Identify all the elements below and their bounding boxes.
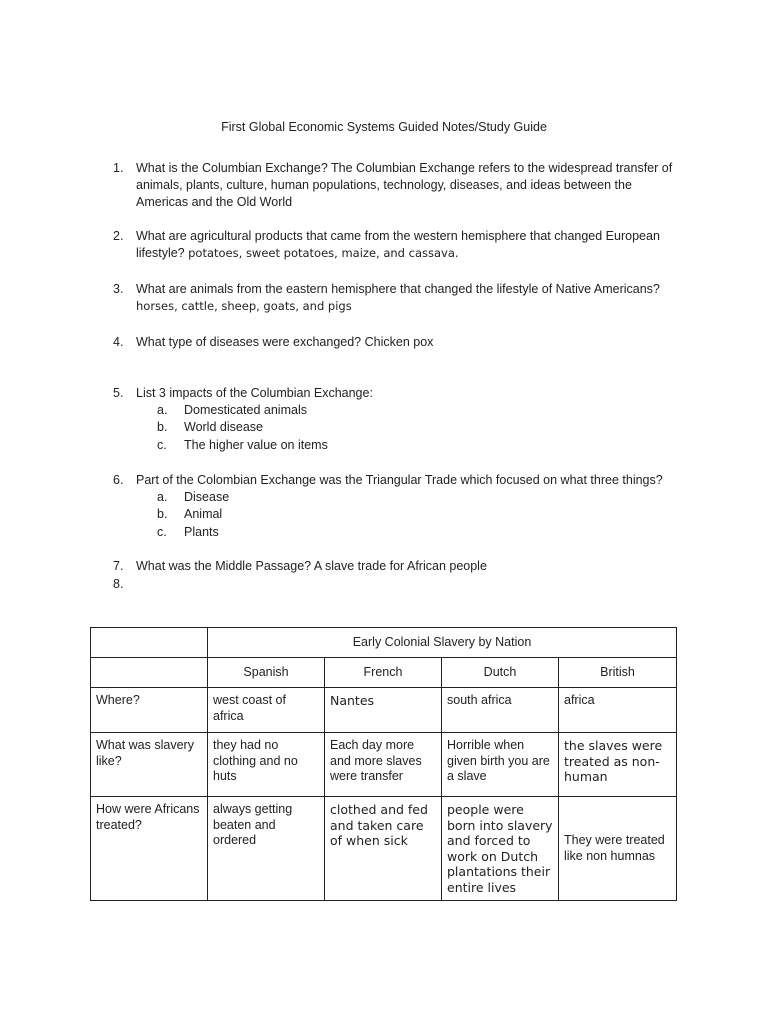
column-header-british: British [559,658,677,688]
answer-text: potatoes, sweet potatoes, maize, and cassava. [188,246,459,260]
table-cell: south africa [442,688,559,733]
table-cell: always getting beaten and ordered [208,797,325,901]
row-label: Where? [91,688,208,733]
list-text: Disease [184,490,230,504]
list-text: Animal [184,507,223,522]
question-1 [113,160,673,211]
row-label: How were Africans treated? [91,797,208,901]
table-cell: They were treated like non humnas [559,797,677,901]
column-header-dutch: Dutch [442,658,559,688]
question-text: What are agricultural products that came from the western hemisphere that changed European lifestyle? [136,229,660,260]
question-3 [113,281,673,315]
question-number: 6. [113,473,124,487]
table-row [91,688,677,733]
question-text: What are animals from the eastern hemisphere that changed the lifestyle of Native Americans? [136,282,660,296]
table-cell: people were born into slavery and forced to work on Dutch plantations their entire lives [442,797,559,901]
table-cell: clothed and fed and taken care of when sick [325,797,442,901]
question-number: 1. [113,161,124,175]
question-number: 8. [113,577,124,591]
answer-text: horses, cattle, sheep, goats, and pigs [136,299,352,313]
table-title: Early Colonial Slavery by Nation [208,628,677,658]
table-cell: they had no clothing and no huts [208,733,325,797]
table-row [91,733,677,797]
table-cell: Each day more and more slaves were transfer [325,733,442,797]
table-header-blank [91,658,208,688]
question-number: 4. [113,335,124,349]
slavery-table [90,627,677,901]
list-item [136,402,673,419]
answer-text: Chicken pox [364,335,434,349]
list-letter: c. [157,437,167,452]
table-corner-cell [91,628,208,658]
question-2 [113,228,673,262]
question-number: 7. [113,559,124,573]
question-number: 2. [113,229,124,243]
list-letter: b. [157,507,168,522]
table-cell: west coast of africa [208,688,325,733]
list-letter: b. [157,420,168,435]
question-text: Part of the Colombian Exchange was the Triangular Trade which focused on what three things? [136,473,663,487]
table-row [91,797,677,901]
table-title-row [91,628,677,658]
list-text: Domesticated animals [184,403,307,417]
table-cell: the slaves were treated as non-human [559,733,677,797]
question-8 [113,576,673,593]
question-text: What is the Columbian Exchange? [136,161,328,175]
list-text: World disease [184,420,263,435]
table-cell: Nantes [325,688,442,733]
list-letter: a. [157,403,168,417]
question-text: List 3 impacts of the Columbian Exchange: [136,386,373,400]
list-text: Plants [184,524,219,539]
list-letter: c. [157,524,167,539]
list-item [136,489,673,506]
question-4 [113,334,673,351]
list-item [136,524,673,541]
list-item [136,419,673,436]
answer-text: A slave trade for African people [313,559,487,573]
question-6 [113,472,673,541]
list-text: The higher value on items [184,437,328,452]
answer-text: The Columbian Exchange refers to the widespread transfer of animals, plants, culture, human populations, technology, diseases, and ideas between the Americas and the Old World [136,161,673,209]
question-7 [113,558,673,575]
table-cell: africa [559,688,677,733]
page-title: First Global Economic Systems Guided Notes/Study Guide [221,120,547,134]
list-letter: a. [157,490,168,504]
table-header-row [91,658,677,688]
question-text: What was the Middle Passage? [136,559,312,573]
question-number: 3. [113,282,124,296]
row-label: What was slavery like? [91,733,208,797]
question-number: 5. [113,386,124,400]
column-header-spanish: Spanish [208,658,325,688]
list-item [136,506,673,523]
question-text: What type of diseases were exchanged? [136,335,362,349]
list-item [136,437,673,454]
table-cell: Horrible when given birth you are a slave [442,733,559,797]
question-5 [113,385,673,454]
column-header-french: French [325,658,442,688]
